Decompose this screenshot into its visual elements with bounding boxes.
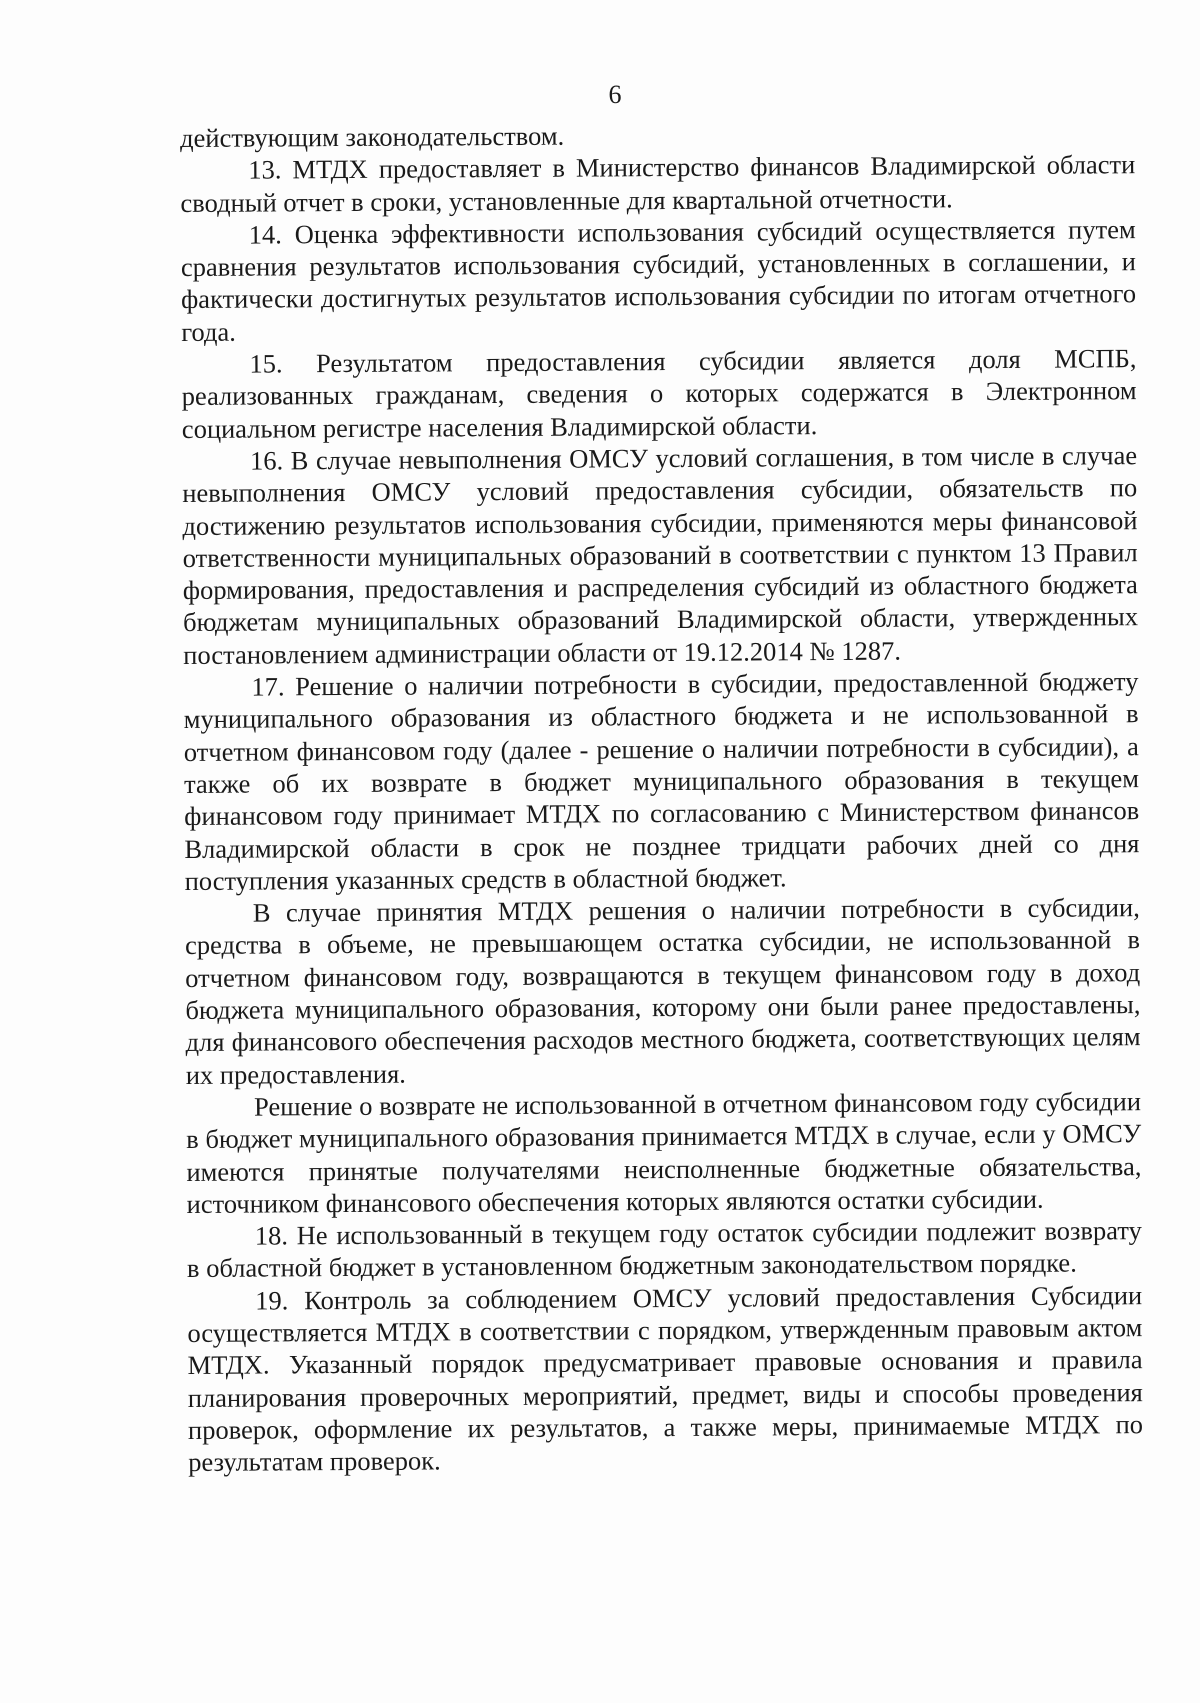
paragraph-13: 13. МТДХ предоставляет в Министерство финансов Владимирской области сводный отчет в сроки, установленные для квартальной отчетности. (180, 149, 1136, 218)
paragraph-17-return-decision: В случае принятия МТДХ решения о наличии потребности в субсидии, средства в объеме, не превышающем остатка субсидии, не использованной в отчетном финансовом году, возвращаются в текущем финансовом году в доход бюджета муниципального образования, которому они были ранее предоставлены, для финансового обеспечения расходов местного бюджета, соответствующих целям их предоставления. (184, 892, 1141, 1090)
paragraph-16: 16. В случае невыполнения ОМСУ условий соглашения, в том числе в случае невыполнения ОМСУ условий предоставления субсидии, обязательств по достижению результатов использования субсидии, применяются меры финансовой ответственности муниципальных образований в соответствии с пунктом 13 Правил формирования, предоставления и распределения субсидий из областного бюджета бюджетам муниципальных образований Владимирской области, утвержденных постановлением администрации области от 19.12.2014 № 1287. (182, 440, 1139, 670)
document-body (180, 116, 1143, 1478)
paragraph-15: 15. Результатом предоставления субсидии является доля МСПБ, реализованных гражданам, сведения о которых содержатся в Электронном социальном регистре населения Владимирской области. (181, 343, 1137, 444)
paragraph-18: 18. Не использованный в текущем году остаток субсидии подлежит возврату в областной бюджет в установленном бюджетным законодательством порядке. (186, 1215, 1142, 1284)
paragraph-19: 19. Контроль за соблюдением ОМСУ условий предоставления Субсидии осуществляется МТДХ в соответствии с порядком, утвержденным правовым актом МТДХ. Указанный порядок предусматривает правовые основания и правила планирования проверочных мероприятий, предмет, виды и способы проведения проверок, оформление их результатов, а также меры, принимаемые МТДХ по результатам проверок. (187, 1279, 1144, 1478)
paragraph-continuation: действующим законодательством. (180, 120, 565, 153)
paragraph-17-refund-decision: Решение о возврате не использованной в отчетном финансовом году субсидии в бюджет муниципального образования принимается МТДХ в случае, если у ОМСУ имеются принятые получателями неисполненные бюджетные обязательства, источником финансового обеспечения которых являются остатки субсидии. (186, 1086, 1142, 1219)
page-number: 6 (608, 80, 622, 109)
paragraph-17: 17. Решение о наличии потребности в субсидии, предоставленной бюджету муниципального образования из областного бюджета и не использованной в отчетном финансовом году (далее - решение о наличии потребности в субсидии), а также об их возврате в бюджет муниципального образования в текущем финансовом году принимает МТДХ по согласованию с Министерством финансов Владимирской области в срок не позднее тридцати рабочих дней со дня поступления указанных средств в областной бюджет. (183, 666, 1140, 896)
paragraph-14: 14. Оценка эффективности использования субсидий осуществляется путем сравнения результатов использования субсидий, установленных в соглашении, и фактически достигнутых результатов использования субсидии по итогам отчетного года. (180, 214, 1137, 347)
